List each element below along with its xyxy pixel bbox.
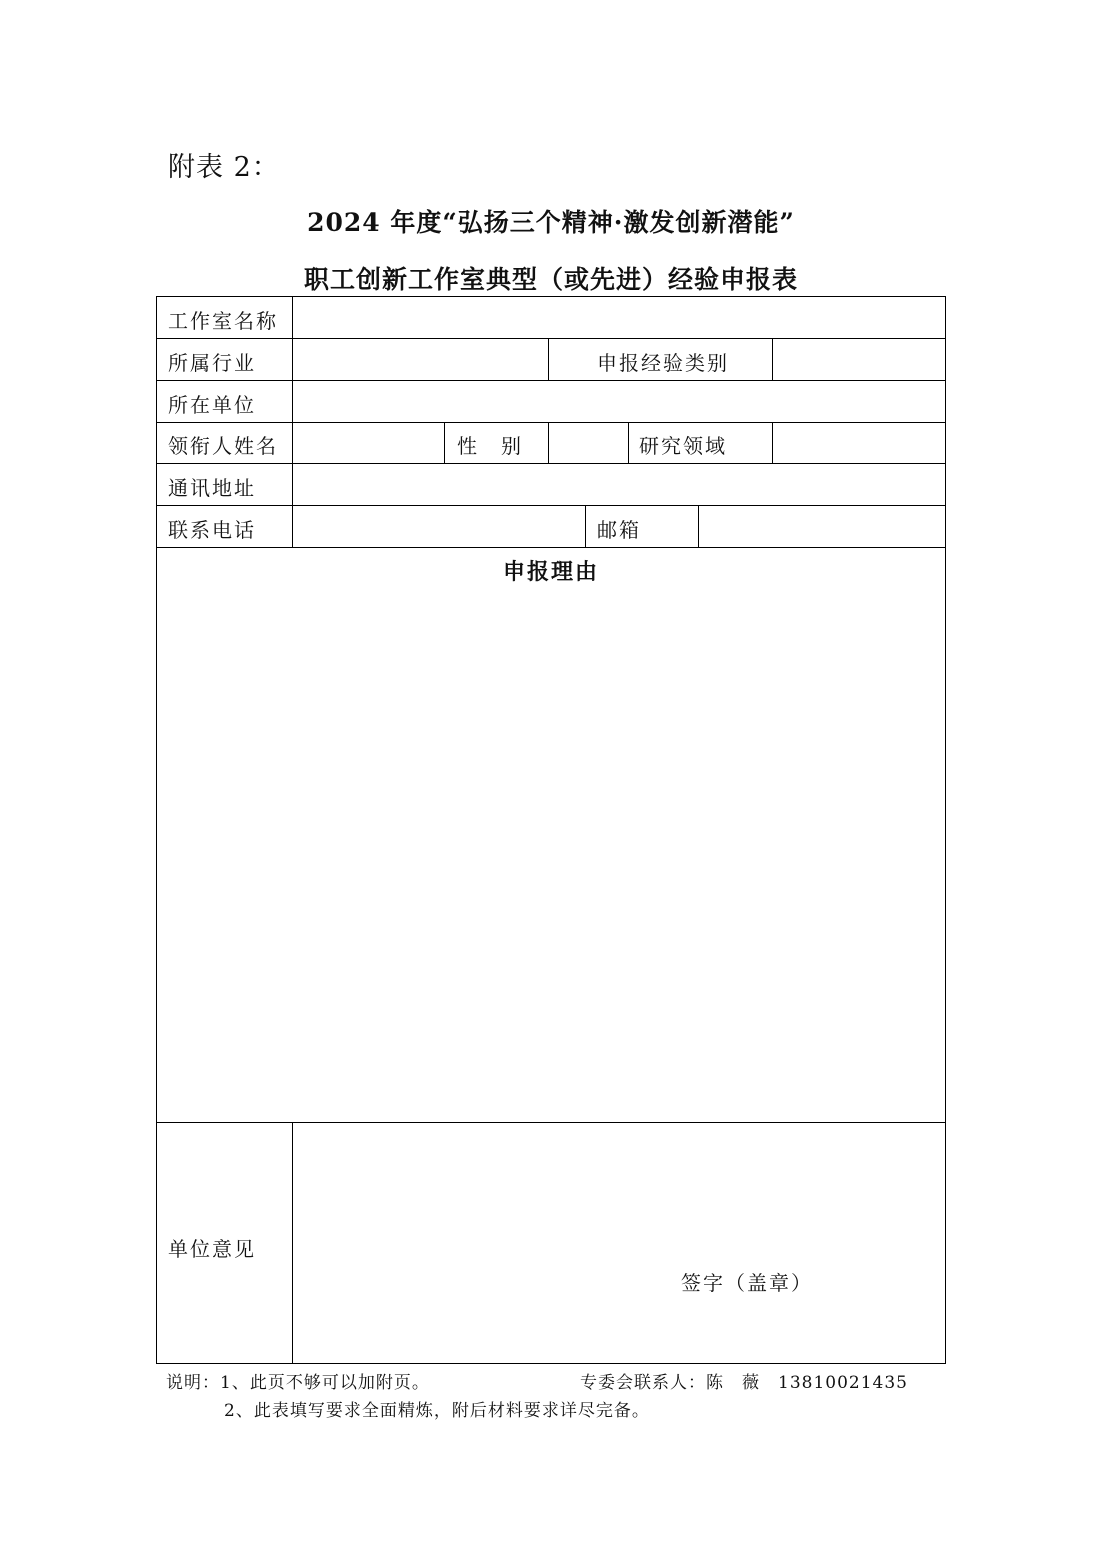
unit-opinion-label: 单位意见: [168, 1237, 256, 1261]
attachment-label: 附表 2：: [168, 152, 280, 183]
column-divider: [628, 422, 629, 463]
unit-field[interactable]: [293, 381, 945, 422]
signature-stamp-label: 签字（盖章）: [681, 1271, 813, 1295]
column-divider: [444, 422, 445, 463]
email-field[interactable]: [699, 506, 945, 547]
application-form: [156, 296, 946, 1364]
form-title-line2: 职工创新工作室典型（或先进）经验申报表: [303, 265, 798, 294]
studio-name-label: 工作室名称: [168, 309, 278, 333]
industry-label: 所属行业: [168, 351, 256, 375]
row-divider: [157, 547, 945, 548]
column-divider: [548, 338, 549, 380]
email-label: 邮箱: [597, 518, 641, 542]
address-field[interactable]: [293, 464, 945, 505]
address-label: 通讯地址: [168, 476, 256, 500]
research-field-label: 研究领域: [639, 434, 727, 458]
gender-label: 性 别: [457, 434, 523, 458]
phone-field[interactable]: [293, 506, 585, 547]
unit-opinion-field[interactable]: [293, 1123, 945, 1363]
research-field-field[interactable]: [773, 423, 945, 463]
leader-name-label: 领衔人姓名: [168, 434, 278, 458]
reason-section-title: 申报理由: [502, 559, 599, 585]
gender-field[interactable]: [549, 423, 628, 463]
experience-type-label: 申报经验类别: [597, 351, 729, 375]
reason-textarea[interactable]: [157, 587, 945, 1122]
form-title-line1: 2024 年度“弘扬三个精神·激发创新潜能”: [307, 208, 795, 237]
unit-label: 所在单位: [168, 393, 256, 417]
studio-name-field[interactable]: [293, 297, 945, 338]
industry-field[interactable]: [293, 339, 548, 380]
leader-name-field[interactable]: [293, 423, 444, 463]
experience-type-field[interactable]: [773, 339, 945, 380]
contact-info: 专委会联系人：陈 薇 13810021435: [580, 1373, 908, 1393]
note-1: 说明：1、此页不够可以加附页。: [166, 1373, 430, 1393]
column-divider: [585, 505, 586, 547]
note-2: 2、此表填写要求全面精炼，附后材料要求详尽完备。: [224, 1401, 650, 1421]
phone-label: 联系电话: [168, 518, 256, 542]
